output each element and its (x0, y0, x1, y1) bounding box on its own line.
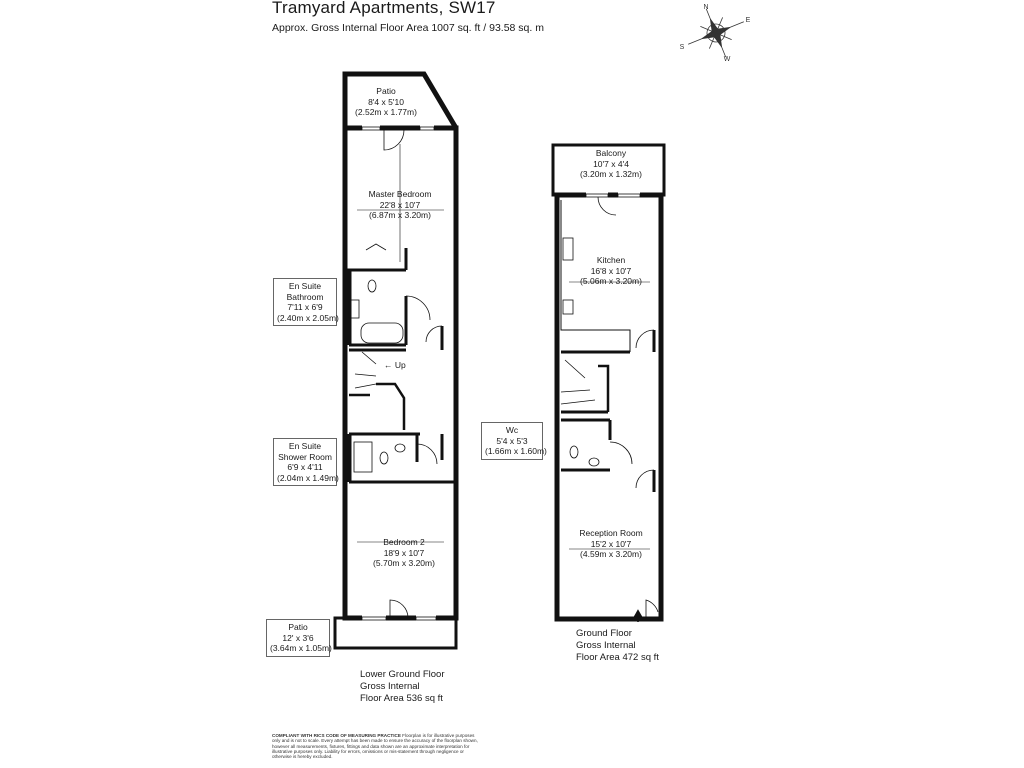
disclaimer-body: Floorplan is for illustrative purposes only and is not to scale. Every attempt has been made to ensure the accuracy of the floorplan shown, however all measurements, fixtures, fittings and data shown are an approximate interpretation for illustrative purposes only. Liability for errors, omissions or mis-statement through negligence or otherwise is hereby excluded. (272, 733, 478, 760)
compass-s: S (679, 44, 685, 51)
ground-floor-caption: Ground Floor Gross Internal Floor Area 472 sq ft (576, 628, 659, 663)
room-label-reception: Reception Room 15'2 x 10'7 (4.59m x 3.20m) (579, 528, 643, 559)
room-label-en-suite-bathroom: En Suite Bathroom 7'11 x 6'9 (2.40m x 2.05m) (273, 278, 337, 326)
plan-title: Tramyard Apartments, SW17 (272, 0, 496, 17)
room-label-master-bedroom: Master Bedroom 22'8 x 10'7 (6.87m x 3.20m) (368, 189, 432, 220)
disclaimer-heading: COMPLIANT WITH RICS CODE OF MEASURING PRACTICE (272, 733, 401, 738)
room-label-balcony: Balcony 10'7 x 4'4 (3.20m x 1.32m) (580, 148, 642, 179)
room-label-wc: Wc 5'4 x 5'3 (1.66m x 1.60m) (481, 422, 543, 460)
compass-e: E (745, 17, 751, 24)
lower-ground-floor-caption: Lower Ground Floor Gross Internal Floor Area 536 sq ft (360, 669, 445, 704)
plan-subtitle: Approx. Gross Internal Floor Area 1007 sq. ft / 93.58 sq. m (272, 22, 544, 34)
compass-w: W (723, 56, 731, 63)
compass-n: N (703, 4, 709, 11)
room-label-kitchen: Kitchen 16'8 x 10'7 (5.06m x 3.20m) (580, 255, 642, 286)
room-label-patio-bottom: Patio 12' x 3'6 (3.64m x 1.05m) (266, 619, 330, 657)
stairs-up-label: ← Up (384, 360, 406, 370)
disclaimer-text (272, 733, 484, 759)
room-label-bedroom-2: Bedroom 2 18'9 x 10'7 (5.70m x 3.20m) (373, 537, 435, 568)
room-label-en-suite-shower: En Suite Shower Room 6'9 x 4'11 (2.04m x 1.49m) (273, 438, 337, 486)
room-label-patio-top: Patio 8'4 x 5'10 (2.52m x 1.77m) (355, 86, 417, 117)
arrow-left-icon: ← (384, 360, 393, 370)
